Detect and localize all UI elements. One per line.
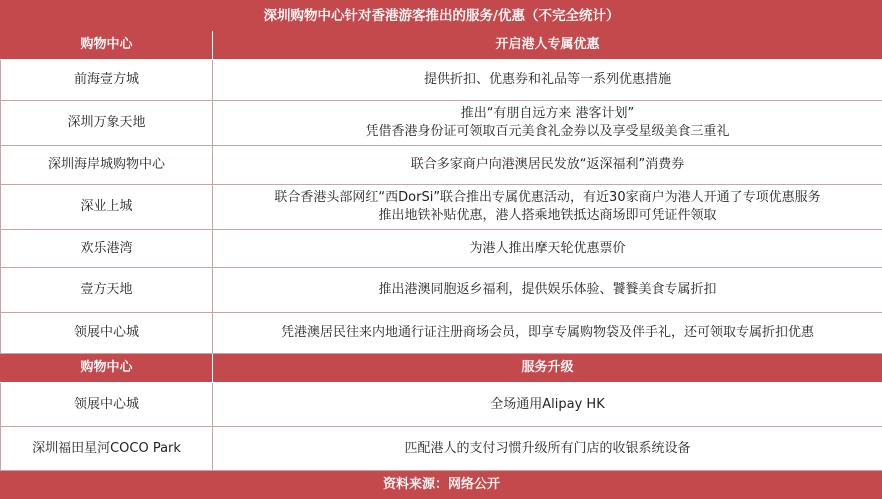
service-line: 匹配港人的支付习惯升级所有门店的收银系统设备 bbox=[213, 440, 882, 458]
offer-line: 推出港澳同胞返乡福利，提供娱乐体验、饕餮美食专属折扣 bbox=[213, 281, 882, 299]
offer-line: 凭借香港身份证可领取百元美食礼金券以及享受星级美食三重礼 bbox=[213, 123, 882, 141]
section2-col-mall-header: 购物中心 bbox=[1, 354, 213, 383]
table-row bbox=[1, 101, 882, 146]
table-title-row bbox=[1, 1, 882, 31]
table-row bbox=[1, 185, 882, 230]
mall-name: 领展中心城 bbox=[1, 383, 213, 427]
table-row bbox=[1, 313, 882, 354]
table-row bbox=[1, 60, 882, 101]
offer-line: 推出“有朋自远方来 港客计划” bbox=[213, 105, 882, 123]
offer-cell bbox=[213, 146, 882, 185]
table-footer-row bbox=[1, 471, 882, 499]
offer-cell bbox=[213, 268, 882, 313]
table-row bbox=[1, 146, 882, 185]
table-row bbox=[1, 268, 882, 313]
mall-name: 深圳福田星河COCO Park bbox=[1, 427, 213, 471]
section2-col-service-header: 服务升级 bbox=[213, 354, 882, 383]
section1-header-row bbox=[1, 31, 882, 60]
mall-name: 壹方天地 bbox=[1, 268, 213, 313]
source-note: 资料来源：网络公开 bbox=[1, 471, 882, 499]
offer-line: 凭港澳居民往来内地通行证注册商场会员，即享专属购物袋及伴手礼，还可领取专属折扣优惠 bbox=[213, 324, 882, 342]
mall-name: 前海壹方城 bbox=[1, 60, 213, 101]
offer-line: 推出地铁补贴优惠，港人搭乘地铁抵达商场即可凭证件领取 bbox=[213, 207, 882, 225]
offer-line: 为港人推出摩天轮优惠票价 bbox=[213, 240, 882, 258]
offer-line: 提供折扣、优惠券和礼品等一系列优惠措施 bbox=[213, 71, 882, 89]
mall-name: 欢乐港湾 bbox=[1, 230, 213, 268]
table-title: 深圳购物中心针对香港游客推出的服务/优惠（不完全统计） bbox=[1, 1, 882, 31]
table-row bbox=[1, 383, 882, 427]
service-line: 全场通用Alipay HK bbox=[213, 396, 882, 414]
offer-line: 联合多家商户向港澳居民发放“返深福利”消费券 bbox=[213, 156, 882, 174]
mall-name: 深业上城 bbox=[1, 185, 213, 230]
offer-cell bbox=[213, 60, 882, 101]
service-cell bbox=[213, 383, 882, 427]
mall-name: 深圳万象天地 bbox=[1, 101, 213, 146]
offer-line: 联合香港头部网红“西DorSi”联合推出专属优惠活动，有近30家商户为港人开通了专项优惠服务 bbox=[213, 189, 882, 207]
table-row bbox=[1, 230, 882, 268]
mall-name: 领展中心城 bbox=[1, 313, 213, 354]
section2-header-row bbox=[1, 354, 882, 383]
offer-cell bbox=[213, 313, 882, 354]
table-row bbox=[1, 427, 882, 471]
offer-cell bbox=[213, 101, 882, 146]
offer-cell bbox=[213, 230, 882, 268]
mall-name: 深圳海岸城购物中心 bbox=[1, 146, 213, 185]
section1-col-mall-header: 购物中心 bbox=[1, 31, 213, 60]
section1-col-offer-header: 开启港人专属优惠 bbox=[213, 31, 882, 60]
offer-cell bbox=[213, 185, 882, 230]
service-cell bbox=[213, 427, 882, 471]
